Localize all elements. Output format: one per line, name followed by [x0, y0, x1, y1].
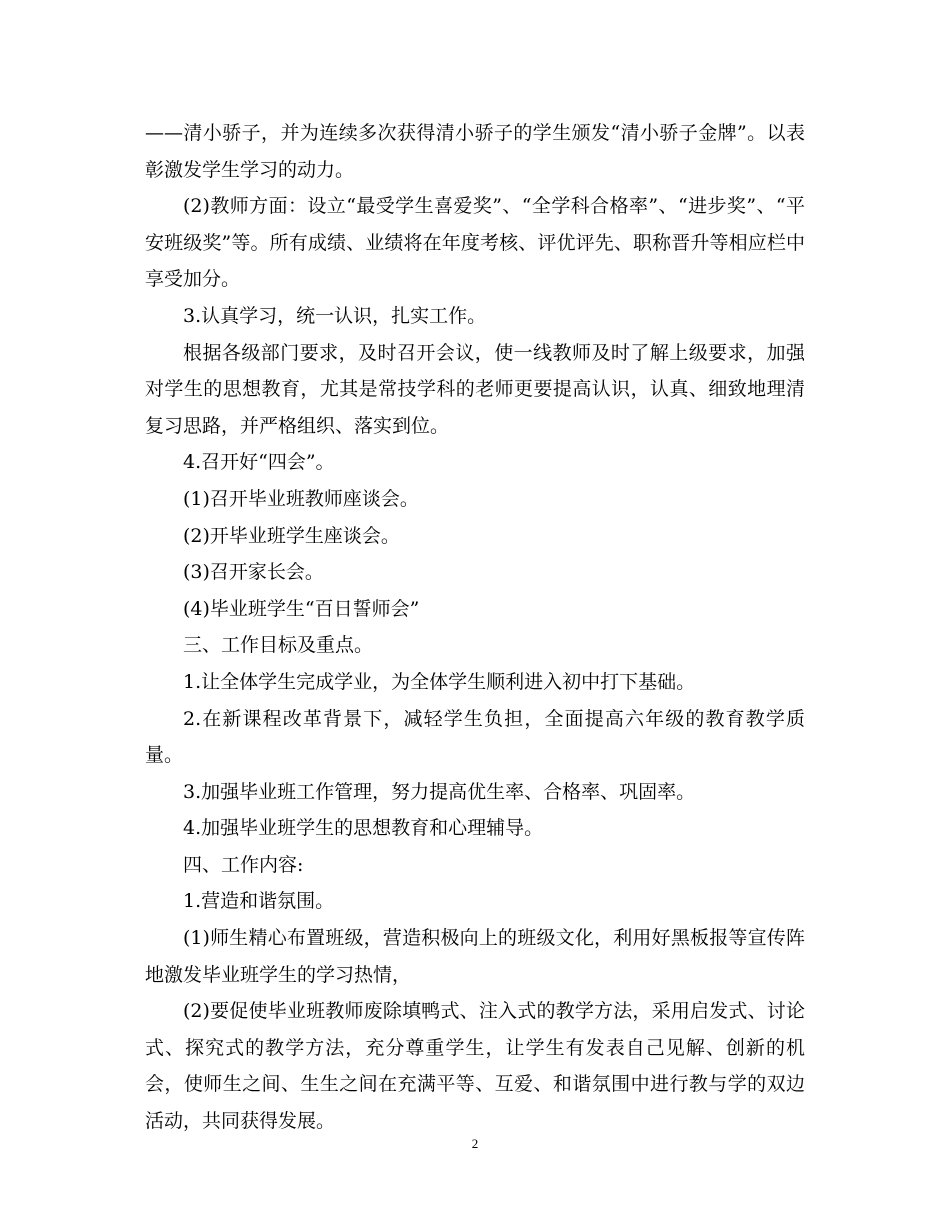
paragraph-18: (2)要促使毕业班教师废除填鸭式、注入式的教学方法，采用启发式、讨论式、探究式的教学方法，充分尊重学生，让学生有发表自己见解、创新的机会，使师生之间、生生之间在充满平等、互爱、和谐氛围中进行教与学的双边活动，共同获得发展。: [145, 1000, 805, 1133]
paragraph-17: (1)师生精心布置班级，营造积极向上的班级文化，利用好黑板报等宣传阵地激发毕业班学生的学习热情，: [145, 927, 805, 986]
paragraph-12: 2.在新课程改革背景下，减轻学生负担，全面提高六年级的教育教学质量。: [145, 707, 805, 767]
paragraph-13: 3.加强毕业班工作管理，努力提高优生率、合格率、巩固率。: [183, 780, 696, 803]
paragraph-6: (1)召开毕业班教师座谈会。: [183, 487, 419, 510]
paragraph-10: 三、工作目标及重点。: [183, 634, 374, 657]
page-number: 2: [471, 1136, 479, 1151]
paragraph-2: (2)教师方面：设立“最受学生喜爱奖”、“全学科合格率”、“进步奖”、“平安班级奖”等。所有成绩、业绩将在年度考核、评优评先、职称晋升等相应栏中享受加分。: [145, 195, 805, 291]
paragraph-4: 根据各级部门要求，及时召开会议，使一线教师及时了解上级要求，加强对学生的思想教育，尤其是常技学科的老师更要提高认识，认真、细致地理清复习思路，并严格组织、落实到位。: [145, 341, 805, 437]
paragraph-14: 4.加强毕业班学生的思想教育和心理辅导。: [183, 817, 544, 840]
paragraph-11: 1.让全体学生完成学业，为全体学生顺利进入初中打下基础。: [183, 670, 696, 693]
document-body: [145, 115, 805, 1140]
paragraph-15: 四、工作内容:: [183, 853, 304, 876]
paragraph-9: (4)毕业班学生“百日誓师会”: [183, 597, 420, 620]
paragraph-7: (2)开毕业班学生座谈会。: [183, 524, 400, 547]
paragraph-8: (3)召开家长会。: [183, 561, 324, 584]
paragraph-1: ——清小骄子，并为连续多次获得清小骄子的学生颁发“清小骄子金牌”。以表彰激发学生学习的动力。: [145, 122, 805, 181]
paragraph-3: 3.认真学习，统一认识，扎实工作。: [183, 304, 487, 327]
paragraph-16: 1.营造和谐氛围。: [183, 890, 335, 913]
paragraph-5: 4.召开好“四会”。: [183, 451, 335, 474]
